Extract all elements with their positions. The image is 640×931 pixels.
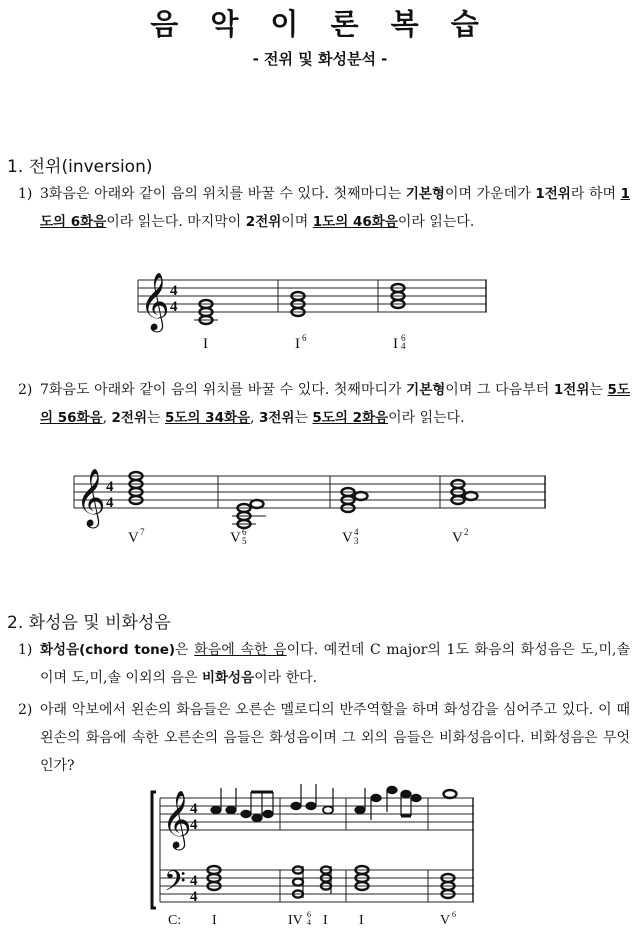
roman-numeral: I (393, 336, 398, 352)
roman-numeral: I (203, 336, 208, 352)
item-number: 1) (18, 186, 33, 202)
time-signature-top: 4 (190, 801, 198, 817)
staff-triad-inversions (130, 262, 490, 354)
time-signature-bottom: 4 (106, 495, 114, 511)
page-title: 음 악 이 론 복 습 (150, 7, 490, 41)
bass-clef: 𝄢 (164, 867, 186, 904)
item-number: 2) (18, 702, 33, 718)
treble-clef: 𝄞 (76, 469, 106, 525)
note (252, 814, 262, 821)
item-text: 화성음(chord tone)은 화음에 속한 음이다. 예컨데 C major의 1도 화음의 화성음은 도,미,솔이며 도,미,솔 이외의 음은 비화성음이라 한다. (40, 642, 630, 686)
time-signature-top: 4 (190, 873, 198, 889)
figure: 4 (354, 527, 359, 537)
roman-numeral: V (128, 530, 139, 546)
figure: 7 (140, 527, 145, 537)
figure: 6 (401, 333, 406, 343)
key-label: C: (168, 913, 182, 928)
figure: 6 (452, 910, 456, 919)
grand-staff (148, 782, 478, 930)
roman-numeral: V (230, 530, 241, 546)
note (355, 492, 368, 500)
figure: 6 (307, 910, 311, 919)
roman-numeral: V (440, 913, 451, 928)
item-text: 3화음은 아래와 같이 음의 위치를 바꿀 수 있다. 첫째마디는 기본형이며 가운데가 1전위라 하며 1도의 6화음이라 읽는다. 마지막이 2전위이며 1도의 46화음이라 읽는다. (40, 186, 630, 230)
roman-numeral: V (452, 530, 463, 546)
note (465, 492, 478, 500)
note (306, 802, 316, 809)
note (444, 790, 457, 798)
note (251, 500, 264, 508)
roman-numeral: I (359, 913, 364, 928)
section-2-item-1 (18, 636, 630, 692)
figure: 5 (242, 536, 247, 546)
note (411, 794, 421, 801)
note (355, 806, 365, 813)
item-number: 1) (18, 642, 33, 658)
section-2-item-2 (18, 696, 630, 780)
roman-numeral: I (212, 913, 217, 928)
staff-seventh-inversions (66, 458, 550, 550)
note (293, 878, 303, 885)
section-1-item-2 (18, 376, 630, 432)
note (401, 790, 411, 797)
figure: 6 (302, 333, 307, 343)
note (371, 794, 381, 801)
note (211, 806, 221, 813)
system-bracket (152, 792, 156, 908)
figure: 6 (242, 527, 247, 537)
section-1-item-1 (18, 180, 630, 236)
roman-numeral: IV (288, 913, 303, 928)
item-number: 2) (18, 382, 33, 398)
time-signature-top: 4 (170, 283, 178, 299)
figure: 4 (401, 341, 406, 351)
section-1-heading: 1. 전위(inversion) (7, 157, 153, 177)
time-signature-bottom: 4 (190, 817, 198, 833)
figure: 4 (307, 918, 311, 927)
treble-clef: 𝄞 (162, 791, 192, 847)
time-signature-bottom: 4 (170, 299, 178, 315)
time-signature-bottom: 4 (190, 889, 198, 905)
figure: 2 (464, 527, 469, 537)
note (291, 802, 301, 809)
roman-numeral: I (323, 913, 328, 928)
treble-clef: 𝄞 (140, 273, 170, 329)
note (263, 810, 273, 817)
section-2-heading: 2. 화성음 및 비화성음 (7, 613, 171, 633)
note (241, 810, 251, 817)
figure: 3 (354, 536, 359, 546)
roman-numeral: V (342, 530, 353, 546)
page-subtitle: - 전위 및 화성분석 - (252, 50, 388, 68)
note (323, 806, 333, 813)
roman-numeral: I (295, 336, 300, 352)
item-text: 7화음도 아래와 같이 음의 위치를 바꿀 수 있다. 첫째마디가 기본형이며 그 다음부터 1전위는 5도의 56화음, 2전위는 5도의 34화음, 3전위는 5도의 2화음이라 읽는다. (40, 382, 630, 426)
note (387, 786, 397, 793)
note (226, 806, 236, 813)
item-text: 아래 악보에서 왼손의 화음들은 오른손 멜로디의 반주역할을 하며 화성감을 심어주고 있다. 이 때 왼손의 화음에 속한 오른손의 음들은 화성음이며 그 외의 음들은 비화성음이다. 비화성음은 무엇인가? (40, 702, 630, 774)
time-signature-top: 4 (106, 479, 114, 495)
